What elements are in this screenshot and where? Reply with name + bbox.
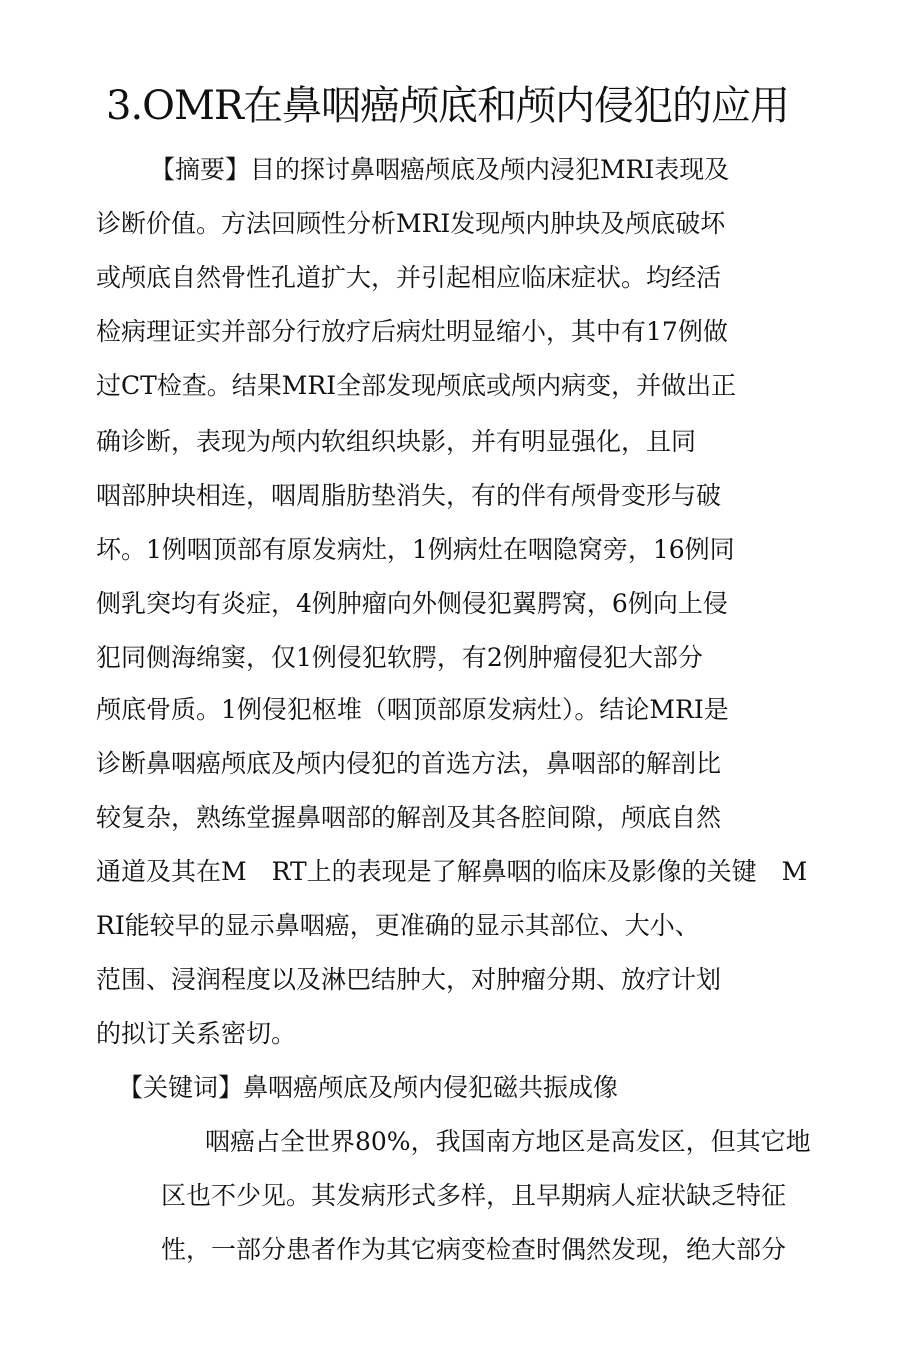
body-line: 区也不少见。其发病形式多样，且早期病人症状缺乏特征 <box>161 1181 787 1210</box>
abstract-line: 诊断鼻咽癌颅底及颅内侵犯的首选方法，鼻咽部的解剖比 <box>96 749 722 778</box>
abstract-line: 或颅底自然骨性孔道扩大，并引起相应临床症状。均经活 <box>96 263 722 292</box>
abstract-line: 诊断价值。方法回顾性分析MRI发现颅内肿块及颅底破坏 <box>96 209 726 238</box>
abstract-line: RI能较早的显示鼻咽癌，更准确的显示其部位、大小、 <box>96 911 700 940</box>
abstract-line: 咽部肿块相连，咽周脂肪垫消失，有的伴有颅骨变形与破 <box>96 481 722 510</box>
abstract-line: 检病理证实并部分行放疗后病灶明显缩小，其中有17例做 <box>96 317 728 346</box>
abstract-line: 犯同侧海绵窦，仅1例侵犯软腭，有2例肿瘤侵犯大部分 <box>96 643 703 672</box>
document-title: 3.OMR在鼻咽癌颅底和颅内侵犯的应用 <box>106 83 790 129</box>
abstract-line: 颅底骨质。1例侵犯枢堆（咽顶部原发病灶）。结论MRI是 <box>96 695 729 724</box>
keywords-line: 【关键词】鼻咽癌颅底及颅内侵犯磁共振成像 <box>118 1073 619 1102</box>
abstract-line: 的拟订关系密切。 <box>96 1019 297 1048</box>
abstract-line: 较复杂，熟练堂握鼻咽部的解剖及其各腔间隙，颅底自然 <box>96 803 722 832</box>
abstract-line: 通道及其在M RT上的表现是了解鼻咽的临床及影像的关键 M <box>96 857 808 886</box>
abstract-line: 【摘要】目的探讨鼻咽癌颅底及颅内浸犯MRI表现及 <box>150 155 730 184</box>
abstract-line: 过CT检查。结果MRI全部发现颅底或颅内病变，并做出正 <box>96 371 737 400</box>
body-line: 性，一部分患者作为其它病变检查时偶然发现，绝大部分 <box>161 1235 787 1264</box>
abstract-line: 范围、浸润程度以及淋巴结肿大，对肿瘤分期、放疗计划 <box>96 965 722 994</box>
abstract-line: 侧乳突均有炎症，4例肿瘤向外侧侵犯翼腭窝，6例向上侵 <box>96 589 728 618</box>
abstract-line: 确诊断，表现为颅内软组织块影，并有明显强化，且同 <box>96 427 697 456</box>
abstract-line: 坏。1例咽顶部有原发病灶，1例病灶在咽隐窝旁，16例同 <box>96 535 735 564</box>
body-line: 咽癌占全世界80%，我国南方地区是高发区，但其它地 <box>205 1127 811 1156</box>
